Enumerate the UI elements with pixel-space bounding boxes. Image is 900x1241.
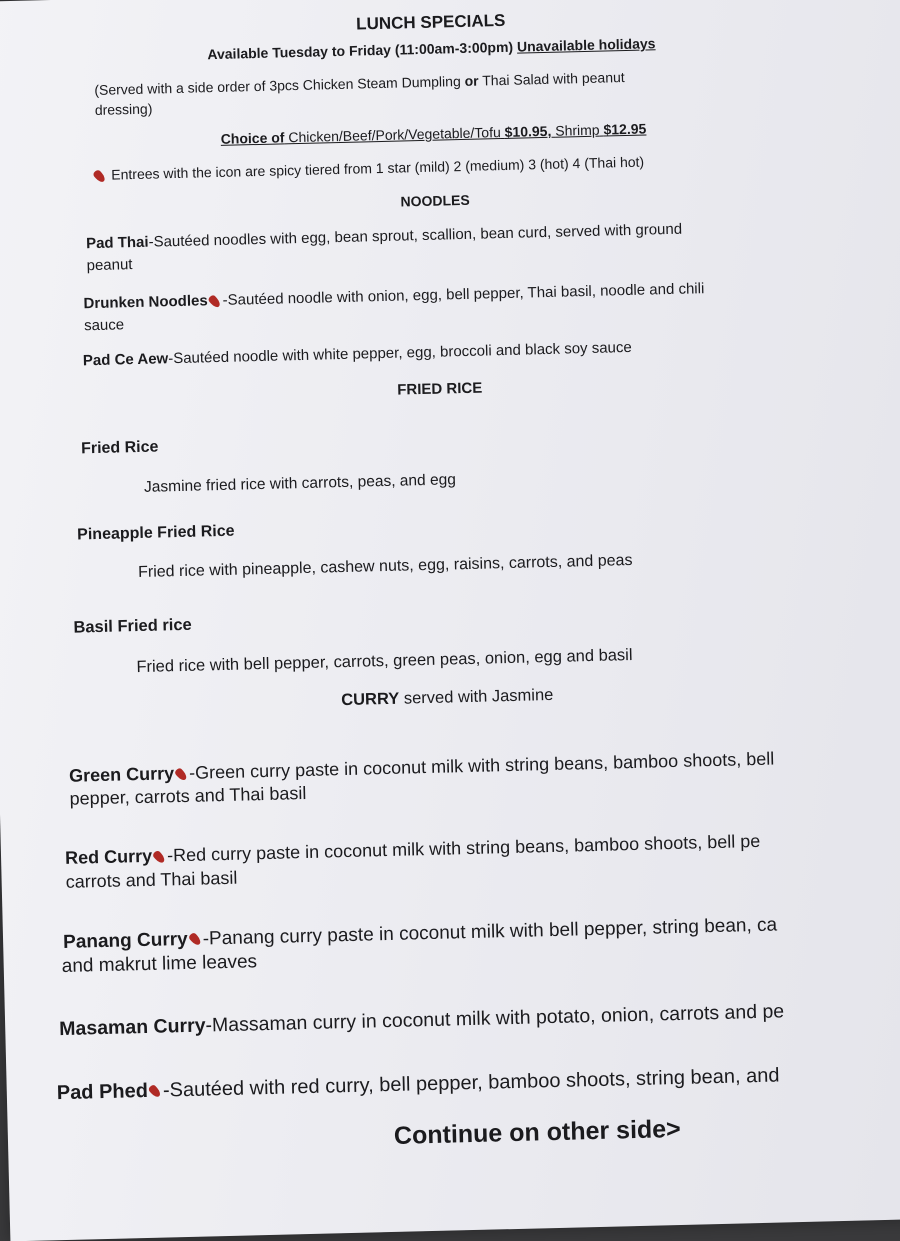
item-desc-cont: peanut xyxy=(86,256,133,275)
menu-item-green-curry xyxy=(69,749,775,787)
item-desc-cont: and makrut lime leaves xyxy=(61,951,258,978)
choice-label: Choice of xyxy=(220,129,285,147)
item-desc-cont: pepper, carrots and Thai basil xyxy=(69,782,307,809)
served-with-or: or xyxy=(464,72,479,89)
item-desc: -Green curry paste in coconut milk with string beans, bamboo shoots, bell xyxy=(188,748,775,783)
menu-item-basil-fried-rice: Basil Fried rice xyxy=(73,615,192,637)
chili-icon xyxy=(207,294,222,309)
item-desc: -Red curry paste in coconut milk with string beans, bamboo shoots, bell pe xyxy=(166,830,761,866)
noodles-heading: NOODLES xyxy=(400,191,470,210)
chili-icon xyxy=(152,849,167,864)
served-with-line-2: dressing) xyxy=(94,100,153,118)
served-with-text: (Served with a side order of 3pcs Chicken Steam Dumpling xyxy=(94,73,461,98)
item-desc: Fried rice with pineapple, cashew nuts, egg, raisins, carrots, and peas xyxy=(137,551,633,582)
spicy-note xyxy=(92,154,644,183)
item-desc: -Sautéed noodles with egg, bean sprout, scallion, bean curd, served with ground xyxy=(148,220,683,251)
menu-item-red-curry xyxy=(65,831,761,869)
item-name: Green Curry xyxy=(68,763,175,786)
item-desc-cont: sauce xyxy=(83,316,125,335)
menu-item-fried-rice: Fried Rice xyxy=(80,438,159,458)
item-desc: -Massaman curry in coconut milk with potato, onion, carrots and pe xyxy=(205,1000,785,1037)
item-desc-cont: carrots and Thai basil xyxy=(65,867,238,892)
menu-item-pineapple-fried-rice: Pineapple Fried Rice xyxy=(76,522,235,544)
chili-icon xyxy=(148,1084,163,1099)
page-title: LUNCH SPECIALS xyxy=(355,10,506,34)
chili-icon xyxy=(92,169,107,184)
menu-item-drunken-noodles xyxy=(83,280,704,312)
menu-item-panang-curry xyxy=(63,915,777,954)
spicy-note-text: Entrees with the icon are spicy tiered from 1 star (mild) 2 (medium) 3 (hot) 4 (Thai hot) xyxy=(111,153,645,183)
choice-proteins: Chicken/Beef/Pork/Vegetable/Tofu xyxy=(288,124,501,146)
chili-icon xyxy=(187,932,202,947)
item-desc: -Sautéed with red curry, bell pepper, bamboo shoots, string bean, and xyxy=(162,1064,780,1102)
curry-heading-text: CURRY xyxy=(341,689,400,710)
continue-note: Continue on other side> xyxy=(393,1114,682,1150)
item-desc: -Sautéed noodle with onion, egg, bell pepper, Thai basil, noodle and chili xyxy=(222,280,705,309)
shrimp-price: $12.95 xyxy=(603,120,647,138)
choice-line xyxy=(0,115,884,153)
item-name: Red Curry xyxy=(64,845,153,868)
fried-rice-heading: FRIED RICE xyxy=(397,379,483,399)
chili-icon xyxy=(174,767,189,782)
curry-heading xyxy=(0,678,897,719)
item-name: Masaman Curry xyxy=(58,1014,206,1041)
menu-item-pad-thai xyxy=(86,221,682,253)
availability-text: Available Tuesday to Friday (11:00am-3:00pm) xyxy=(207,38,514,63)
item-desc: Fried rice with bell pepper, carrots, green peas, onion, egg and basil xyxy=(136,645,633,677)
item-name: Drunken Noodles xyxy=(83,292,208,313)
menu-item-pad-phed xyxy=(57,1065,780,1106)
menu-item-masaman-curry xyxy=(59,1000,784,1041)
served-with-text-2: Thai Salad with peanut xyxy=(482,69,625,89)
item-desc: -Sautéed noodle with white pepper, egg, broccoli and black soy sauce xyxy=(168,338,632,368)
item-desc: -Panang curry paste in coconut milk with bell pepper, string bean, ca xyxy=(202,914,778,950)
choice-shrimp: Shrimp xyxy=(555,121,600,139)
item-name: Pad Thai xyxy=(85,233,149,253)
item-name: Pad Ce Aew xyxy=(82,350,169,370)
served-with-line xyxy=(94,69,625,98)
item-name: Pad Phed xyxy=(56,1079,149,1105)
menu-item-pad-ce-aew xyxy=(83,339,632,369)
choice-price: $10.95, xyxy=(504,122,552,140)
unavailable-text: Unavailable holidays xyxy=(516,35,656,55)
item-name: Panang Curry xyxy=(62,928,188,953)
curry-heading-suffix: served with Jasmine xyxy=(403,685,554,708)
item-desc: Jasmine fried rice with carrots, peas, and egg xyxy=(143,471,457,496)
